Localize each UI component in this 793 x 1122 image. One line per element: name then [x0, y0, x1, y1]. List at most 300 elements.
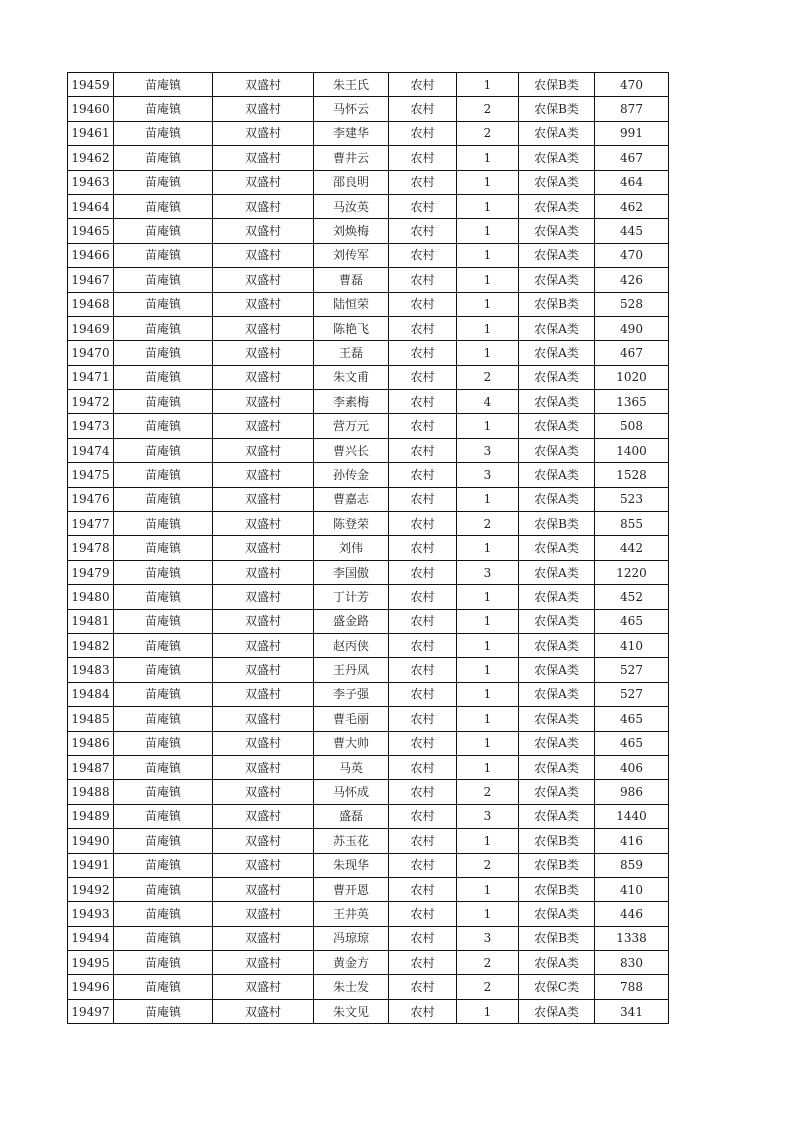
village-cell: 双盛村: [213, 536, 314, 560]
amount-cell: 465: [595, 609, 669, 633]
record-id-cell: 19484: [68, 682, 114, 706]
insurance-category-cell: 农保A类: [519, 365, 595, 389]
record-id-cell: 19472: [68, 390, 114, 414]
amount-cell: 410: [595, 877, 669, 901]
insurance-category-cell: 农保C类: [519, 975, 595, 999]
person-name-cell: 黄金方: [314, 951, 389, 975]
amount-cell: 445: [595, 219, 669, 243]
member-count-cell: 2: [457, 853, 519, 877]
record-id-cell: 19463: [68, 170, 114, 194]
member-count-cell: 3: [457, 438, 519, 462]
town-cell: 苗庵镇: [114, 97, 213, 121]
insurance-category-cell: 农保B类: [519, 877, 595, 901]
village-cell: 双盛村: [213, 438, 314, 462]
person-name-cell: 陈登荣: [314, 512, 389, 536]
town-cell: 苗庵镇: [114, 292, 213, 316]
amount-cell: 1220: [595, 560, 669, 584]
record-id-cell: 19480: [68, 585, 114, 609]
village-cell: 双盛村: [213, 365, 314, 389]
town-cell: 苗庵镇: [114, 268, 213, 292]
insurance-category-cell: 农保A类: [519, 243, 595, 267]
member-count-cell: 2: [457, 121, 519, 145]
amount-cell: 406: [595, 755, 669, 779]
record-id-cell: 19481: [68, 609, 114, 633]
town-cell: 苗庵镇: [114, 804, 213, 828]
member-count-cell: 1: [457, 829, 519, 853]
record-id-cell: 19495: [68, 951, 114, 975]
village-cell: 双盛村: [213, 560, 314, 584]
household-type-cell: 农村: [389, 243, 457, 267]
person-name-cell: 丁计芳: [314, 585, 389, 609]
household-type-cell: 农村: [389, 999, 457, 1023]
insurance-category-cell: 农保A类: [519, 999, 595, 1023]
household-type-cell: 农村: [389, 926, 457, 950]
record-id-cell: 19490: [68, 829, 114, 853]
village-cell: 双盛村: [213, 390, 314, 414]
record-id-cell: 19492: [68, 877, 114, 901]
insurance-category-cell: 农保A类: [519, 585, 595, 609]
person-name-cell: 苏玉花: [314, 829, 389, 853]
amount-cell: 470: [595, 73, 669, 97]
village-cell: 双盛村: [213, 585, 314, 609]
record-id-cell: 19470: [68, 341, 114, 365]
member-count-cell: 2: [457, 365, 519, 389]
amount-cell: 416: [595, 829, 669, 853]
household-type-cell: 农村: [389, 731, 457, 755]
member-count-cell: 1: [457, 316, 519, 340]
record-id-cell: 19491: [68, 853, 114, 877]
record-id-cell: 19467: [68, 268, 114, 292]
member-count-cell: 1: [457, 194, 519, 218]
amount-cell: 467: [595, 146, 669, 170]
amount-cell: 528: [595, 292, 669, 316]
record-id-cell: 19471: [68, 365, 114, 389]
town-cell: 苗庵镇: [114, 731, 213, 755]
table-row: [68, 268, 669, 292]
member-count-cell: 3: [457, 926, 519, 950]
person-name-cell: 陈艳飞: [314, 316, 389, 340]
town-cell: 苗庵镇: [114, 926, 213, 950]
household-type-cell: 农村: [389, 755, 457, 779]
record-id-cell: 19473: [68, 414, 114, 438]
person-name-cell: 陆恒荣: [314, 292, 389, 316]
table-row: [68, 316, 669, 340]
person-name-cell: 马怀云: [314, 97, 389, 121]
table-row: [68, 97, 669, 121]
village-cell: 双盛村: [213, 170, 314, 194]
town-cell: 苗庵镇: [114, 194, 213, 218]
insurance-category-cell: 农保B类: [519, 73, 595, 97]
insurance-category-cell: 农保A类: [519, 268, 595, 292]
town-cell: 苗庵镇: [114, 609, 213, 633]
record-id-cell: 19475: [68, 463, 114, 487]
town-cell: 苗庵镇: [114, 463, 213, 487]
member-count-cell: 1: [457, 219, 519, 243]
table-row: [68, 194, 669, 218]
town-cell: 苗庵镇: [114, 585, 213, 609]
member-count-cell: 2: [457, 951, 519, 975]
household-type-cell: 农村: [389, 170, 457, 194]
person-name-cell: 李素梅: [314, 390, 389, 414]
household-type-cell: 农村: [389, 560, 457, 584]
insurance-category-cell: 农保A类: [519, 536, 595, 560]
record-id-cell: 19468: [68, 292, 114, 316]
village-cell: 双盛村: [213, 707, 314, 731]
member-count-cell: 1: [457, 902, 519, 926]
insurance-category-cell: 农保A类: [519, 316, 595, 340]
table-row: [68, 536, 669, 560]
village-cell: 双盛村: [213, 414, 314, 438]
insurance-category-cell: 农保A类: [519, 633, 595, 657]
record-id-cell: 19488: [68, 780, 114, 804]
person-name-cell: 朱文甫: [314, 365, 389, 389]
record-id-cell: 19486: [68, 731, 114, 755]
household-type-cell: 农村: [389, 365, 457, 389]
town-cell: 苗庵镇: [114, 999, 213, 1023]
insurance-category-cell: 农保A类: [519, 780, 595, 804]
household-type-cell: 农村: [389, 463, 457, 487]
village-cell: 双盛村: [213, 512, 314, 536]
household-type-cell: 农村: [389, 877, 457, 901]
table-row: [68, 438, 669, 462]
record-id-cell: 19477: [68, 512, 114, 536]
table-row: [68, 633, 669, 657]
amount-cell: 426: [595, 268, 669, 292]
table-row: [68, 658, 669, 682]
town-cell: 苗庵镇: [114, 755, 213, 779]
town-cell: 苗庵镇: [114, 633, 213, 657]
village-cell: 双盛村: [213, 951, 314, 975]
record-id-cell: 19474: [68, 438, 114, 462]
amount-cell: 859: [595, 853, 669, 877]
household-type-cell: 农村: [389, 951, 457, 975]
household-type-cell: 农村: [389, 536, 457, 560]
amount-cell: 467: [595, 341, 669, 365]
member-count-cell: 3: [457, 804, 519, 828]
member-count-cell: 1: [457, 755, 519, 779]
amount-cell: 410: [595, 633, 669, 657]
amount-cell: 464: [595, 170, 669, 194]
insurance-category-cell: 农保A类: [519, 438, 595, 462]
table-body: [68, 73, 669, 1024]
town-cell: 苗庵镇: [114, 365, 213, 389]
record-id-cell: 19465: [68, 219, 114, 243]
town-cell: 苗庵镇: [114, 390, 213, 414]
household-type-cell: 农村: [389, 219, 457, 243]
person-name-cell: 朱士发: [314, 975, 389, 999]
table-row: [68, 829, 669, 853]
person-name-cell: 赵丙侠: [314, 633, 389, 657]
member-count-cell: 1: [457, 707, 519, 731]
member-count-cell: 1: [457, 877, 519, 901]
table-row: [68, 682, 669, 706]
record-id-cell: 19466: [68, 243, 114, 267]
household-type-cell: 农村: [389, 853, 457, 877]
table-row: [68, 902, 669, 926]
record-id-cell: 19487: [68, 755, 114, 779]
town-cell: 苗庵镇: [114, 73, 213, 97]
village-cell: 双盛村: [213, 292, 314, 316]
household-type-cell: 农村: [389, 341, 457, 365]
village-cell: 双盛村: [213, 658, 314, 682]
table-row: [68, 560, 669, 584]
member-count-cell: 2: [457, 512, 519, 536]
person-name-cell: 朱王氏: [314, 73, 389, 97]
person-name-cell: 曹嘉志: [314, 487, 389, 511]
village-cell: 双盛村: [213, 999, 314, 1023]
household-type-cell: 农村: [389, 829, 457, 853]
amount-cell: 1020: [595, 365, 669, 389]
village-cell: 双盛村: [213, 853, 314, 877]
village-cell: 双盛村: [213, 121, 314, 145]
amount-cell: 986: [595, 780, 669, 804]
insurance-category-cell: 农保A类: [519, 219, 595, 243]
town-cell: 苗庵镇: [114, 780, 213, 804]
village-cell: 双盛村: [213, 829, 314, 853]
insurance-category-cell: 农保A类: [519, 390, 595, 414]
table-row: [68, 609, 669, 633]
town-cell: 苗庵镇: [114, 682, 213, 706]
member-count-cell: 1: [457, 731, 519, 755]
person-name-cell: 王井英: [314, 902, 389, 926]
household-type-cell: 农村: [389, 585, 457, 609]
member-count-cell: 1: [457, 999, 519, 1023]
household-type-cell: 农村: [389, 73, 457, 97]
record-id-cell: 19485: [68, 707, 114, 731]
person-name-cell: 朱文见: [314, 999, 389, 1023]
insurance-category-cell: 农保A类: [519, 170, 595, 194]
person-name-cell: 冯琼琼: [314, 926, 389, 950]
household-type-cell: 农村: [389, 487, 457, 511]
town-cell: 苗庵镇: [114, 219, 213, 243]
member-count-cell: 2: [457, 780, 519, 804]
person-name-cell: 李国傲: [314, 560, 389, 584]
amount-cell: 465: [595, 731, 669, 755]
member-count-cell: 1: [457, 170, 519, 194]
member-count-cell: 1: [457, 609, 519, 633]
record-id-cell: 19461: [68, 121, 114, 145]
amount-cell: 1365: [595, 390, 669, 414]
town-cell: 苗庵镇: [114, 170, 213, 194]
table-row: [68, 780, 669, 804]
household-type-cell: 农村: [389, 780, 457, 804]
insurance-category-cell: 农保A类: [519, 755, 595, 779]
record-id-cell: 19489: [68, 804, 114, 828]
amount-cell: 1440: [595, 804, 669, 828]
record-id-cell: 19494: [68, 926, 114, 950]
insurance-category-cell: 农保B类: [519, 829, 595, 853]
town-cell: 苗庵镇: [114, 560, 213, 584]
village-cell: 双盛村: [213, 219, 314, 243]
village-cell: 双盛村: [213, 877, 314, 901]
town-cell: 苗庵镇: [114, 341, 213, 365]
amount-cell: 1338: [595, 926, 669, 950]
town-cell: 苗庵镇: [114, 707, 213, 731]
record-id-cell: 19493: [68, 902, 114, 926]
village-cell: 双盛村: [213, 755, 314, 779]
insurance-category-cell: 农保B类: [519, 512, 595, 536]
village-cell: 双盛村: [213, 146, 314, 170]
town-cell: 苗庵镇: [114, 438, 213, 462]
insurance-category-cell: 农保B类: [519, 926, 595, 950]
person-name-cell: 马英: [314, 755, 389, 779]
person-name-cell: 曹磊: [314, 268, 389, 292]
town-cell: 苗庵镇: [114, 487, 213, 511]
insurance-category-cell: 农保A类: [519, 560, 595, 584]
amount-cell: 508: [595, 414, 669, 438]
insurance-category-cell: 农保A类: [519, 414, 595, 438]
table-row: [68, 512, 669, 536]
amount-cell: 446: [595, 902, 669, 926]
table-row: [68, 975, 669, 999]
household-type-cell: 农村: [389, 414, 457, 438]
member-count-cell: 1: [457, 633, 519, 657]
table-row: [68, 146, 669, 170]
table-row: [68, 926, 669, 950]
insurance-category-cell: 农保A类: [519, 951, 595, 975]
village-cell: 双盛村: [213, 902, 314, 926]
member-count-cell: 4: [457, 390, 519, 414]
person-name-cell: 刘伟: [314, 536, 389, 560]
town-cell: 苗庵镇: [114, 902, 213, 926]
table-row: [68, 365, 669, 389]
household-type-cell: 农村: [389, 121, 457, 145]
village-cell: 双盛村: [213, 316, 314, 340]
town-cell: 苗庵镇: [114, 829, 213, 853]
amount-cell: 1528: [595, 463, 669, 487]
insurance-category-cell: 农保A类: [519, 682, 595, 706]
household-type-cell: 农村: [389, 268, 457, 292]
record-id-cell: 19464: [68, 194, 114, 218]
table-row: [68, 390, 669, 414]
town-cell: 苗庵镇: [114, 536, 213, 560]
village-cell: 双盛村: [213, 194, 314, 218]
table-row: [68, 219, 669, 243]
table-row: [68, 243, 669, 267]
insurance-category-cell: 农保A类: [519, 194, 595, 218]
member-count-cell: 3: [457, 560, 519, 584]
table-row: [68, 463, 669, 487]
table-row: [68, 170, 669, 194]
household-type-cell: 农村: [389, 316, 457, 340]
household-type-cell: 农村: [389, 975, 457, 999]
insurance-category-cell: 农保A类: [519, 707, 595, 731]
member-count-cell: 3: [457, 463, 519, 487]
insurance-category-cell: 农保A类: [519, 609, 595, 633]
insurance-category-cell: 农保A类: [519, 658, 595, 682]
record-id-cell: 19460: [68, 97, 114, 121]
member-count-cell: 1: [457, 658, 519, 682]
village-cell: 双盛村: [213, 780, 314, 804]
record-id-cell: 19478: [68, 536, 114, 560]
insurance-category-cell: 农保B类: [519, 97, 595, 121]
insurance-category-cell: 农保B类: [519, 292, 595, 316]
member-count-cell: 1: [457, 292, 519, 316]
amount-cell: 830: [595, 951, 669, 975]
amount-cell: 462: [595, 194, 669, 218]
member-count-cell: 1: [457, 682, 519, 706]
table-row: [68, 853, 669, 877]
amount-cell: 527: [595, 658, 669, 682]
record-id-cell: 19483: [68, 658, 114, 682]
village-cell: 双盛村: [213, 97, 314, 121]
member-count-cell: 1: [457, 487, 519, 511]
town-cell: 苗庵镇: [114, 853, 213, 877]
record-id-cell: 19469: [68, 316, 114, 340]
records-table: [67, 72, 669, 1024]
village-cell: 双盛村: [213, 975, 314, 999]
record-id-cell: 19482: [68, 633, 114, 657]
table-row: [68, 707, 669, 731]
member-count-cell: 1: [457, 341, 519, 365]
town-cell: 苗庵镇: [114, 658, 213, 682]
table-row: [68, 755, 669, 779]
insurance-category-cell: 农保A类: [519, 146, 595, 170]
insurance-category-cell: 农保A类: [519, 341, 595, 365]
table-row: [68, 73, 669, 97]
village-cell: 双盛村: [213, 926, 314, 950]
record-id-cell: 19459: [68, 73, 114, 97]
insurance-category-cell: 农保A类: [519, 731, 595, 755]
amount-cell: 523: [595, 487, 669, 511]
amount-cell: 877: [595, 97, 669, 121]
town-cell: 苗庵镇: [114, 951, 213, 975]
amount-cell: 991: [595, 121, 669, 145]
person-name-cell: 曹毛丽: [314, 707, 389, 731]
amount-cell: 788: [595, 975, 669, 999]
person-name-cell: 马汝英: [314, 194, 389, 218]
household-type-cell: 农村: [389, 438, 457, 462]
village-cell: 双盛村: [213, 341, 314, 365]
table-row: [68, 951, 669, 975]
household-type-cell: 农村: [389, 194, 457, 218]
person-name-cell: 孙传金: [314, 463, 389, 487]
person-name-cell: 曹开恩: [314, 877, 389, 901]
village-cell: 双盛村: [213, 487, 314, 511]
household-type-cell: 农村: [389, 609, 457, 633]
amount-cell: 465: [595, 707, 669, 731]
village-cell: 双盛村: [213, 73, 314, 97]
person-name-cell: 刘传军: [314, 243, 389, 267]
household-type-cell: 农村: [389, 97, 457, 121]
record-id-cell: 19496: [68, 975, 114, 999]
record-id-cell: 19476: [68, 487, 114, 511]
person-name-cell: 曹井云: [314, 146, 389, 170]
insurance-category-cell: 农保A类: [519, 463, 595, 487]
table-row: [68, 341, 669, 365]
household-type-cell: 农村: [389, 292, 457, 316]
member-count-cell: 1: [457, 585, 519, 609]
town-cell: 苗庵镇: [114, 121, 213, 145]
town-cell: 苗庵镇: [114, 316, 213, 340]
village-cell: 双盛村: [213, 633, 314, 657]
person-name-cell: 李子强: [314, 682, 389, 706]
household-type-cell: 农村: [389, 633, 457, 657]
member-count-cell: 1: [457, 536, 519, 560]
amount-cell: 470: [595, 243, 669, 267]
person-name-cell: 盛磊: [314, 804, 389, 828]
amount-cell: 855: [595, 512, 669, 536]
person-name-cell: 朱现华: [314, 853, 389, 877]
town-cell: 苗庵镇: [114, 512, 213, 536]
person-name-cell: 刘焕梅: [314, 219, 389, 243]
insurance-category-cell: 农保B类: [519, 853, 595, 877]
table-row: [68, 999, 669, 1023]
table-row: [68, 877, 669, 901]
village-cell: 双盛村: [213, 804, 314, 828]
amount-cell: 452: [595, 585, 669, 609]
table-row: [68, 585, 669, 609]
